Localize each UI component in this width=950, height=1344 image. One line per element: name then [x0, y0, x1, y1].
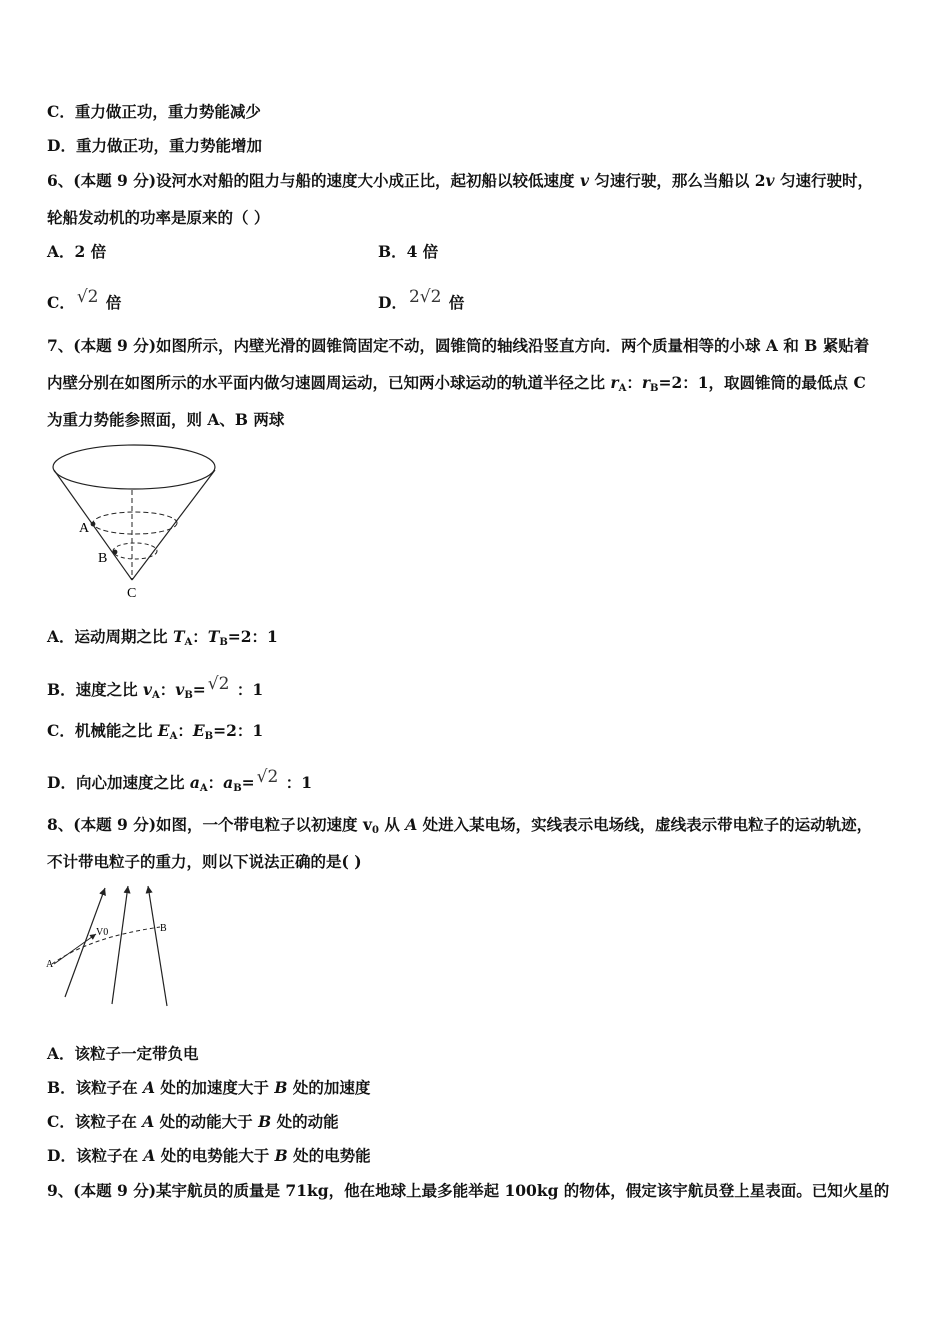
question-6-line1: 6、(本题 9 分)设河水对船的阻力与船的速度大小成正比，起初船以较低速度 v 匀速行驶，那么当船以 2v 匀速行驶时， [47, 171, 873, 190]
question-7-line1: 7、(本题 9 分)如图所示，内壁光滑的圆锥筒固定不动，圆锥筒的轴线沿竖直方向．两个质量相等的小球 A 和 B 紧贴着 [47, 336, 870, 355]
field-line-3 [148, 886, 167, 1006]
option-6b: B．4 倍 [378, 242, 439, 261]
question-7-line2: 内壁分别在如图所示的水平面内做匀速圆周运动，已知两小球运动的轨道半径之比 $r_A$：$r_B=2$：1，取圆锥筒的最低点 C [47, 373, 866, 394]
option-8b: B．该粒子在 A 处的加速度大于 B 处的加速度 [47, 1078, 371, 1097]
ball-b [113, 550, 118, 555]
sqrt2-value: √2 [76, 287, 99, 307]
orbit-b [113, 543, 157, 559]
label-b: B [160, 923, 167, 934]
option-5d: D．重力做正功，重力势能增加 [47, 136, 262, 155]
option-6d: D． 2√2 倍 [378, 287, 465, 312]
field-figure [40, 882, 180, 1012]
question-8-line2: 不计带电粒子的重力，则以下说法正确的是( ) [47, 852, 362, 871]
option-8a: A．该粒子一定带负电 [47, 1044, 199, 1063]
option-8c: C．该粒子在 A 处的动能大于 B 处的动能 [47, 1112, 339, 1131]
label-v0: V0 [96, 927, 109, 938]
label-a: A [79, 521, 90, 536]
option-5c: C．重力做正功，重力势能减少 [47, 102, 261, 121]
two-sqrt2-value: 2√2 [408, 287, 442, 307]
option-7c: C．机械能之比 $E_A$：$E_B=2$：1 [47, 721, 264, 742]
cone-rim [53, 445, 215, 489]
cone-figure [45, 440, 225, 605]
ball-a [91, 522, 96, 527]
option-6a: A．2 倍 [47, 242, 107, 261]
question-8-line1: 8、(本题 9 分)如图，一个带电粒子以初速度 $v_0$ 从 A 处进入某电场，实线表示电场线，虚线表示带电粒子的运动轨迹， [47, 815, 873, 836]
label-c: C [127, 586, 137, 601]
label-a: A [46, 959, 54, 970]
question-6-line2: 轮船发动机的功率是原来的（ ） [47, 208, 270, 227]
option-7a: A．运动周期之比 $T_A$：$T_B=2$：1 [47, 627, 278, 648]
question-9-line1: 9、(本题 9 分)某宇航员的质量是 71kg，他在地球上最多能举起 100kg 的物体，假定该宇航员登上星表面。已知火星的 [47, 1181, 890, 1200]
orbit-a [93, 512, 177, 534]
velocity-vector [54, 934, 96, 964]
option-7d: D．向心加速度之比 $a_A$：$a_B= √2$ ：1 [47, 767, 313, 794]
option-8d: D．该粒子在 A 处的电势能大于 B 处的电势能 [47, 1146, 371, 1165]
option-7b: B．速度之比 $v_A$：$v_B= √2$ ：1 [47, 674, 264, 701]
option-6c: C． √2 倍 [47, 287, 122, 312]
question-7-line3: 为重力势能参照面，则 A、B 两球 [47, 410, 285, 429]
field-line-1 [65, 888, 105, 997]
field-line-2 [112, 886, 128, 1004]
label-b: B [98, 551, 108, 566]
